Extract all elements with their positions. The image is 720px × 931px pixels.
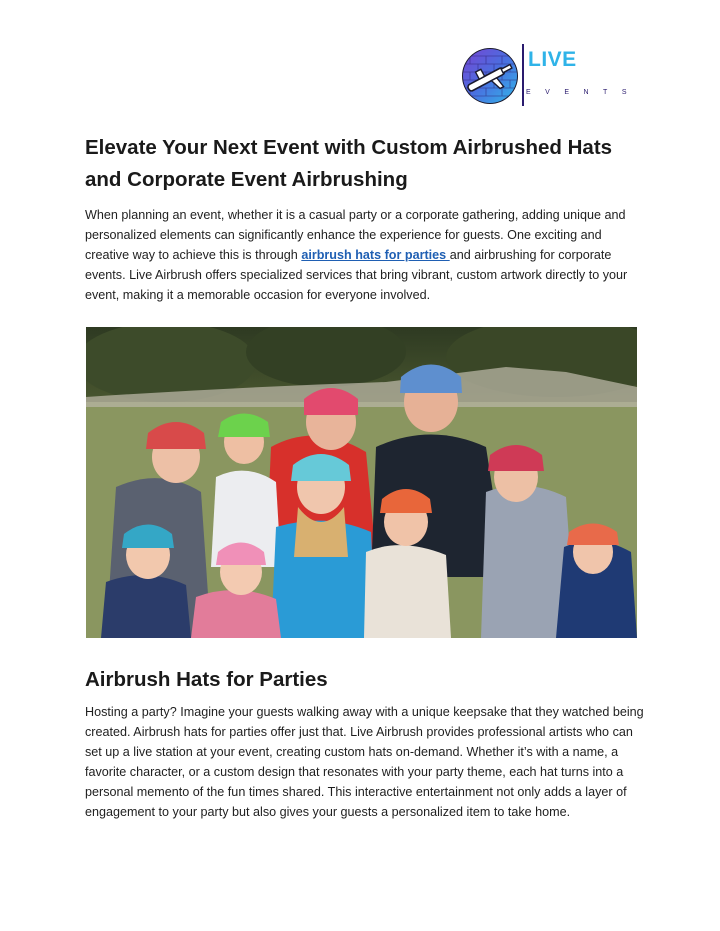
logo-wordmark: LIVE	[528, 48, 577, 71]
intro-paragraph	[85, 206, 645, 306]
section-heading: Airbrush Hats for Parties	[85, 668, 328, 691]
logo-divider	[522, 44, 524, 106]
group-photo-airbrushed-hats	[86, 327, 637, 638]
live-events-logo[interactable]	[460, 44, 650, 108]
intro-text-before: When planning an event, whether it is a casual party or a corporate gathering, adding unique and personalized elements can significantly enhance the experience for guests. One exciting and creative way to achieve this is through	[85, 208, 626, 262]
intro-text-after: and airbrushing for corporate events. Live Airbrush offers specialized services that bring vibrant, custom artwork directly to your event, making it a memorable occasion for everyone involved.	[85, 247, 628, 302]
article-title: Elevate Your Next Event with Custom Airbrushed Hats and Corporate Event Airbrushing	[85, 136, 613, 191]
section-paragraph: Hosting a party? Imagine your guests walking away with a unique keepsake that they watched being created. Airbrush hats for parties offer just that. Live Airbrush provides professional artists who can set up a live station at your event, creating custom hats on-demand. Whether it’s with a name, a favorite character, or a custom design that resonates with your party theme, each hat turns into a personal memento of the fun times shared. This interactive entertainment not only adds a layer of engagement to your party but also gives your guests a personalized item to take home.	[85, 705, 644, 819]
logo-subtitle: EVENTS	[526, 89, 642, 96]
airbrush-hats-link[interactable]: airbrush hats for parties	[301, 247, 450, 262]
airbrush-badge-icon	[460, 46, 520, 106]
